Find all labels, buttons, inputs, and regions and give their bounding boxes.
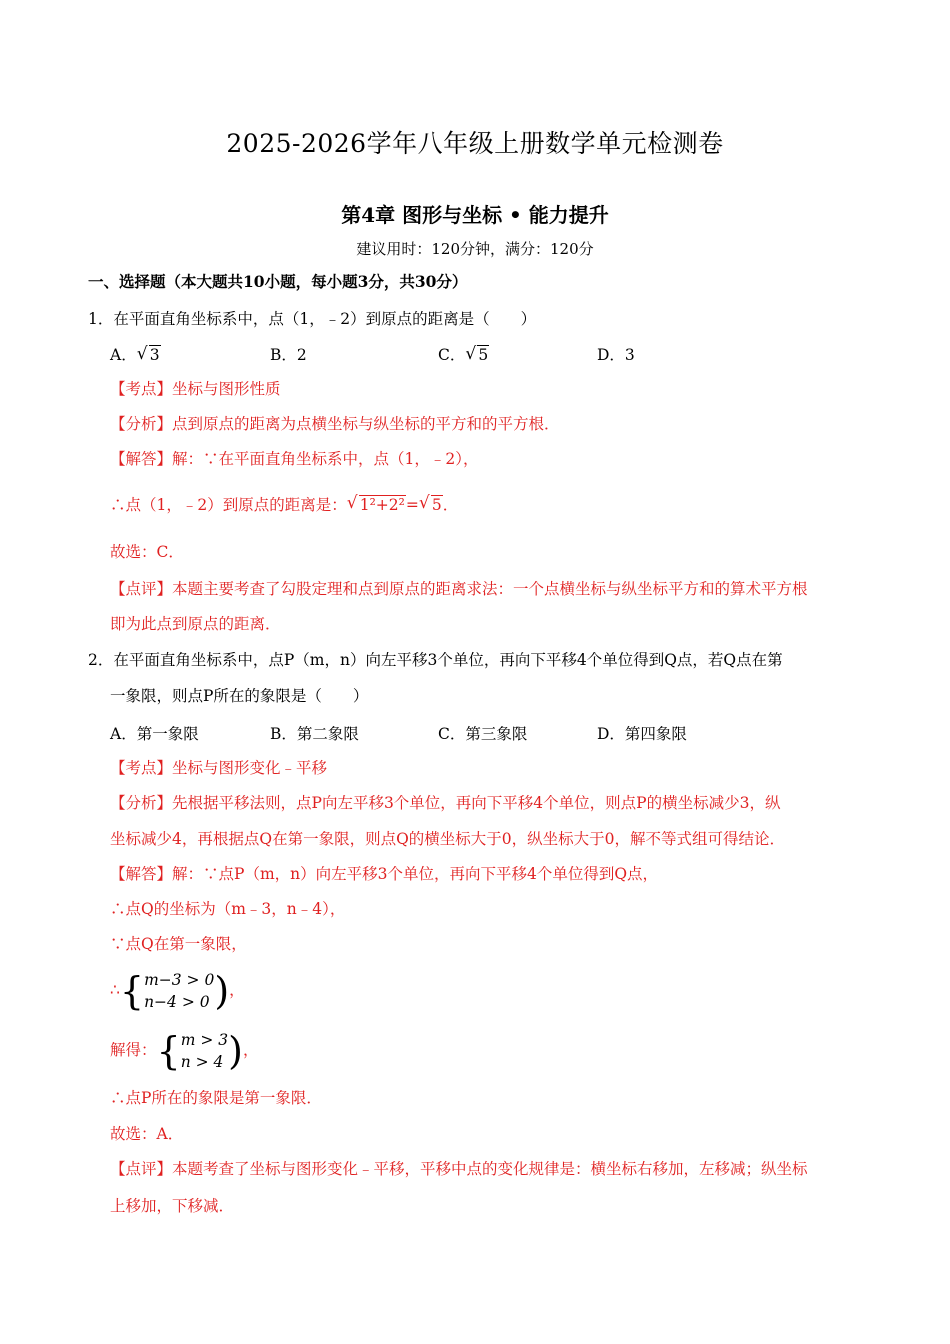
therefore-symbol: ∴ <box>110 981 120 999</box>
sqrt-icon: √ 3 <box>136 344 160 364</box>
q2-fenxi <box>110 793 780 813</box>
page-title: 2025-2026学年八年级上册数学单元检测卷 <box>226 129 724 158</box>
q2-step5: ∴点P所在的象限是第一象限． <box>110 1089 322 1107</box>
left-brace-icon: { <box>119 969 145 1013</box>
period: ． <box>442 496 459 514</box>
exam-meta: 建议用时：120分钟，满分：120分 <box>356 240 594 258</box>
q1-option-b[interactable]: B．2 <box>270 346 307 364</box>
comma: ， <box>242 1041 259 1059</box>
question-2-stem: 2．在平面直角坐标系中，点P（m，n）向左平移3个单位，再向下平移4个单位得到Q点，若Q点在第 <box>88 651 783 669</box>
comma: ， <box>229 981 245 999</box>
q1-dianping <box>110 579 808 599</box>
q2-dianping-cont: 上移加，下移减． <box>110 1197 235 1215</box>
tag-dianping: 【点评】 <box>110 580 173 598</box>
q2-dianping <box>110 1159 808 1179</box>
q1-option-a[interactable] <box>110 343 161 365</box>
inequality-row: n > 4 <box>180 1053 224 1071</box>
right-paren-icon: ) <box>214 969 230 1013</box>
q1-option-d[interactable]: D．3 <box>597 346 635 364</box>
q2-system-2 <box>110 1028 258 1072</box>
q2-step1: ∴点Q的坐标为（m﹣3，n﹣4）， <box>110 900 346 918</box>
q1-jieda <box>110 449 479 469</box>
q2-option-d[interactable]: D．第四象限 <box>597 725 687 743</box>
inequality-row: m > 3 <box>180 1031 229 1049</box>
tag-jieda: 【解答】 <box>110 865 173 883</box>
inequality-row: m−3 > 0 <box>144 971 215 989</box>
q2-option-b[interactable]: B．第二象限 <box>270 725 359 743</box>
therefore-radicand: 1²+2² <box>359 496 405 514</box>
q1-answer: 故选：C． <box>110 543 184 561</box>
q1-kaodian <box>110 379 281 399</box>
q2-answer: 故选：A． <box>110 1125 184 1143</box>
inequality-system <box>144 969 214 1013</box>
kaodian-text: 坐标与图形性质 <box>172 380 281 398</box>
q2-system-1 <box>110 968 245 1012</box>
sqrt-icon: √ 1²+2² <box>346 493 405 514</box>
q2-jieda <box>110 864 658 884</box>
q1-option-c[interactable] <box>438 343 489 365</box>
q1-option-c-label: C． <box>438 346 466 364</box>
right-paren-icon: ) <box>228 1029 243 1073</box>
q2-option-c[interactable]: C．第三象限 <box>438 725 528 743</box>
tag-jieda: 【解答】 <box>110 450 173 468</box>
therefore-prefix: ∴点（1，﹣2）到原点的距离是： <box>110 496 347 514</box>
jieda-text: 解：∵点P（m，n）向左平移3个单位，再向下平移4个单位得到Q点， <box>172 865 659 883</box>
q1-option-a-radicand: 3 <box>149 346 160 364</box>
q1-fenxi <box>110 414 560 434</box>
equals-sign: = <box>405 496 419 514</box>
jieda-text: 解：∵在平面直角坐标系中，点（1，﹣2）， <box>172 450 479 468</box>
kaodian-text: 坐标与图形变化﹣平移 <box>172 759 328 777</box>
dianping-text: 本题考查了坐标与图形变化﹣平移，平移中点的变化规律是：横坐标右移加，左移减；纵坐标 <box>172 1160 808 1178</box>
inequality-row: n−4 > 0 <box>144 993 210 1011</box>
q2-option-a[interactable]: A．第一象限 <box>110 725 199 743</box>
dianping-text: 本题主要考查了勾股定理和点到原点的距离求法：一个点横坐标与纵坐标平方和的算术平方根 <box>172 580 808 598</box>
q2-fenxi-cont: 坐标减少4，再根据点Q在第一象限，则点Q的横坐标大于0，纵坐标大于0，解不等式组可得结论． <box>110 830 786 848</box>
solve-label: 解得： <box>110 1041 157 1059</box>
section-heading: 一、选择题（本大题共10小题，每小题3分，共30分） <box>88 272 468 291</box>
tag-dianping: 【点评】 <box>110 1160 173 1178</box>
tag-kaodian: 【考点】 <box>110 380 173 398</box>
question-2-stem-cont: 一象限，则点P所在的象限是（ ） <box>110 687 369 705</box>
q1-dianping-cont: 即为此点到原点的距离． <box>110 615 281 633</box>
q1-option-c-radicand: 5 <box>478 346 489 364</box>
tag-fenxi: 【分析】 <box>110 794 173 812</box>
tag-fenxi: 【分析】 <box>110 415 173 433</box>
q1-therefore <box>110 495 458 515</box>
question-1-stem: 1．在平面直角坐标系中，点（1，﹣2）到原点的距离是（ ） <box>88 310 537 328</box>
left-brace-icon: { <box>156 1029 181 1073</box>
chapter-title: 第4章 图形与坐标 • 能力提升 <box>341 203 609 227</box>
fenxi-text: 点到原点的距离为点横坐标与纵坐标的平方和的平方根． <box>172 415 560 433</box>
q2-step2: ∵点Q在第一象限， <box>110 935 247 953</box>
q2-kaodian <box>110 758 327 778</box>
sqrt-icon: √ 5 <box>418 493 442 514</box>
therefore-result: 5 <box>431 496 442 514</box>
tag-kaodian: 【考点】 <box>110 759 173 777</box>
fenxi-text: 先根据平移法则，点P向左平移3个单位，再向下平移4个单位，则点P的横坐标减少3，纵 <box>172 794 781 812</box>
q1-option-a-label: A． <box>110 346 137 364</box>
inequality-system <box>181 1029 228 1073</box>
sqrt-icon: √ 5 <box>465 344 489 364</box>
